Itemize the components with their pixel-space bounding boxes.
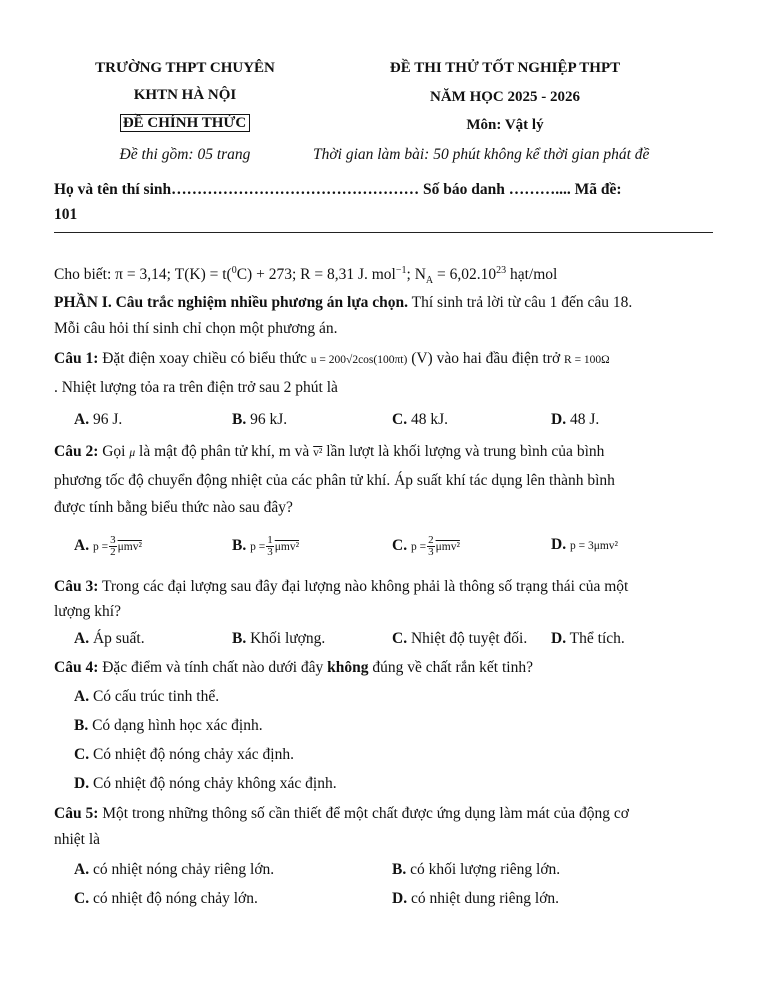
question-5: [54, 804, 714, 824]
q5-option-b-key: B.: [392, 861, 407, 878]
q2-text-c: lần lượt là khối lượng và trung bình của bình: [322, 443, 605, 460]
q4-text-b: đúng về chất rắn kết tinh?: [368, 659, 533, 676]
school-name-line1: TRƯỜNG THPT CHUYÊN: [95, 60, 275, 76]
q5-option-a-text: có nhiệt nóng chảy riêng lớn.: [89, 861, 275, 878]
q4-option-a[interactable]: [74, 687, 219, 707]
given-na-val: = 6,02.10: [433, 266, 497, 283]
q5-option-b[interactable]: [392, 860, 560, 880]
q2-option-c-den: 3: [428, 546, 434, 558]
q4-option-d-text: Có nhiệt độ nóng chảy không xác định.: [89, 775, 337, 792]
school-name-line2: KHTN HÀ NỘI: [133, 87, 237, 103]
q2-line2: phương tốc độ chuyển động nhiệt của các phân tử khí. Áp suất khí tác dụng lên thành bình: [54, 472, 615, 489]
q1-option-a-key: A.: [74, 411, 90, 428]
official-label-wrap: [70, 114, 300, 132]
q5-option-a[interactable]: [74, 860, 274, 880]
q3-option-b-text: Khối lượng.: [246, 630, 326, 647]
q5-option-d[interactable]: [392, 889, 559, 909]
q1-number: Câu 1:: [54, 350, 99, 367]
q2-option-b[interactable]: [232, 535, 299, 558]
q2-option-b-post: μmv²: [274, 541, 300, 554]
part1-title: PHẦN I. Câu trắc nghiệm nhiều phương án lựa chọn.: [54, 294, 409, 311]
q1-resistor: R = 100Ω: [564, 354, 610, 366]
q1-option-d[interactable]: [551, 410, 599, 430]
given-na-sub: A: [425, 275, 434, 287]
q2-line3: được tính bằng biểu thức nào sau đây?: [54, 499, 293, 516]
question-1: [54, 349, 714, 370]
q4-option-c[interactable]: [74, 745, 294, 765]
q3-option-c[interactable]: [392, 629, 527, 649]
q1-option-a[interactable]: [74, 410, 122, 430]
q2-option-a-den: 2: [110, 546, 116, 558]
candidate-name-label: Họ và tên thí sinh…………………………………………: [54, 181, 420, 198]
q5-line2: nhiệt là: [54, 831, 101, 848]
q2-option-a[interactable]: [74, 535, 142, 558]
q2-option-c-key: C.: [392, 537, 408, 555]
q2-mu: μ: [129, 447, 136, 459]
q3-option-a-key: A.: [74, 630, 90, 647]
q1-option-b-text: 96 kJ.: [246, 411, 288, 428]
q1-option-a-text: 96 J.: [89, 411, 123, 428]
exam-code-value: 101: [54, 206, 78, 223]
q1-option-c[interactable]: [392, 410, 448, 430]
q5-option-b-text: có khối lượng riêng lớn.: [406, 861, 561, 878]
q2-v2: v²: [313, 447, 323, 459]
q5-option-d-text: có nhiệt dung riêng lớn.: [407, 890, 560, 907]
question-4: [54, 658, 714, 678]
q1-unit: (V): [407, 350, 433, 367]
q5-number: Câu 5:: [54, 805, 99, 822]
q1-text-b: vào hai đầu điện trở: [432, 350, 565, 367]
q2-option-a-fraction: [109, 535, 117, 558]
q1-option-c-text: 48 kJ.: [407, 411, 448, 428]
q1-option-b[interactable]: [232, 410, 287, 430]
q3-line2: lượng khí?: [54, 603, 121, 620]
q4-option-b-text: Có dạng hình học xác định.: [88, 717, 263, 734]
q5-option-c[interactable]: [74, 889, 258, 909]
q2-option-c[interactable]: [392, 535, 460, 558]
q3-option-c-key: C.: [392, 630, 408, 647]
q2-option-c-post: μmv²: [435, 541, 460, 554]
part1-intro2: Mỗi câu hỏi thí sinh chỉ chọn một phương án.: [54, 320, 338, 337]
q1-text-a: Đặt điện xoay chiều có biểu thức: [98, 350, 311, 367]
q4-number: Câu 4:: [54, 659, 99, 676]
q3-option-b-key: B.: [232, 630, 247, 647]
given-constants: [54, 265, 714, 285]
q2-option-a-pre: p =: [92, 541, 109, 554]
q5-text: Một trong những thông số cần thiết để một chất được ứng dụng làm mát của động cơ: [98, 805, 629, 822]
given-mid: C) + 273; R = 8,31 J. mol: [236, 266, 396, 283]
q1-option-d-text: 48 J.: [566, 411, 600, 428]
q1-option-c-key: C.: [392, 411, 408, 428]
q5-option-c-text: có nhiệt độ nóng chảy lớn.: [89, 890, 258, 907]
q4-option-b[interactable]: [74, 716, 263, 736]
q4-option-c-key: C.: [74, 746, 90, 763]
q4-option-c-text: Có nhiệt độ nóng chảy xác định.: [89, 746, 294, 763]
q2-option-c-num: 2: [428, 534, 434, 546]
q5-option-a-key: A.: [74, 861, 90, 878]
q4-option-d-key: D.: [74, 775, 90, 792]
q2-option-a-post: μmv²: [117, 541, 142, 554]
given-exp: −1: [395, 264, 407, 276]
subject: Môn: Vật lý: [466, 117, 544, 133]
q3-option-b[interactable]: [232, 629, 325, 649]
q2-option-d[interactable]: [551, 535, 618, 556]
candidate-line: [54, 180, 714, 200]
header-divider: [54, 232, 713, 233]
q2-text-b: là mật độ phân tử khí, m và: [135, 443, 314, 460]
part1-intro1: Thí sinh trả lời từ câu 1 đến câu 18.: [408, 294, 633, 311]
q3-option-c-text: Nhiệt độ tuyệt đối.: [407, 630, 528, 647]
q4-option-a-text: Có cấu trúc tinh thể.: [89, 688, 220, 705]
q3-option-a-text: Áp suất.: [89, 630, 145, 647]
official-label: ĐỀ CHÍNH THỨC: [120, 114, 250, 132]
q3-option-d-key: D.: [551, 630, 567, 647]
page-count: Đề thi gồm: 05 trang: [119, 146, 251, 163]
exam-code-label: Mã đề:: [574, 181, 622, 198]
q2-option-d-key: D.: [551, 536, 567, 553]
school-year: NĂM HỌC 2025 - 2026: [430, 89, 580, 105]
given-zero: 0: [231, 264, 237, 276]
q3-number: Câu 3:: [54, 578, 99, 595]
q2-option-b-den: 3: [267, 546, 273, 558]
q2-text-a: Gọi: [98, 443, 130, 460]
q4-option-b-key: B.: [74, 717, 89, 734]
given-suffix: hạt/mol: [506, 266, 558, 283]
q1-formula: u = 200√2cos(100πt): [310, 354, 408, 366]
q5-option-d-key: D.: [392, 890, 408, 907]
q1-option-d-key: D.: [551, 411, 567, 428]
given-na-exp: 23: [496, 264, 507, 276]
q2-option-b-pre: p =: [250, 541, 266, 554]
q2-option-b-num: 1: [267, 534, 273, 546]
part1-heading: [54, 293, 714, 313]
q5-option-c-key: C.: [74, 890, 90, 907]
q4-option-a-key: A.: [74, 688, 90, 705]
q2-number: Câu 2:: [54, 443, 99, 460]
q3-option-d[interactable]: [551, 629, 625, 649]
q2-option-a-key: A.: [74, 537, 90, 555]
question-3: [54, 577, 714, 597]
q1-option-b-key: B.: [232, 411, 247, 428]
time-limit: Thời gian làm bài: 50 phút không kể thời gian phát đề: [313, 146, 650, 163]
q3-option-d-text: Thể tích.: [566, 630, 625, 647]
q1-line2: . Nhiệt lượng tỏa ra trên điện trở sau 2 phút là: [54, 379, 338, 396]
q4-option-d[interactable]: [74, 774, 337, 794]
q2-option-c-pre: p =: [410, 541, 427, 554]
q4-text-a: Đặc điểm và tính chất nào dưới đây: [98, 659, 328, 676]
candidate-id-label: Số báo danh ………....: [423, 181, 571, 198]
q3-text: Trong các đại lượng sau đây đại lượng nào không phải là thông số trạng thái của một: [98, 578, 629, 595]
question-2: [54, 442, 714, 463]
q3-option-a[interactable]: [74, 629, 145, 649]
given-na: ; N: [406, 266, 426, 283]
q2-option-c-fraction: [427, 535, 435, 558]
given-prefix: Cho biết: π = 3,14; T(K) = t(: [54, 266, 232, 283]
exam-title: ĐỀ THI THỬ TỐT NGHIỆP THPT: [389, 60, 621, 76]
q2-option-a-num: 3: [110, 534, 116, 546]
q4-bold: không: [327, 659, 369, 676]
q2-option-b-key: B.: [232, 537, 247, 555]
q2-option-b-fraction: [266, 535, 274, 558]
q2-option-d-pre: p = 3μmv²: [569, 540, 618, 552]
